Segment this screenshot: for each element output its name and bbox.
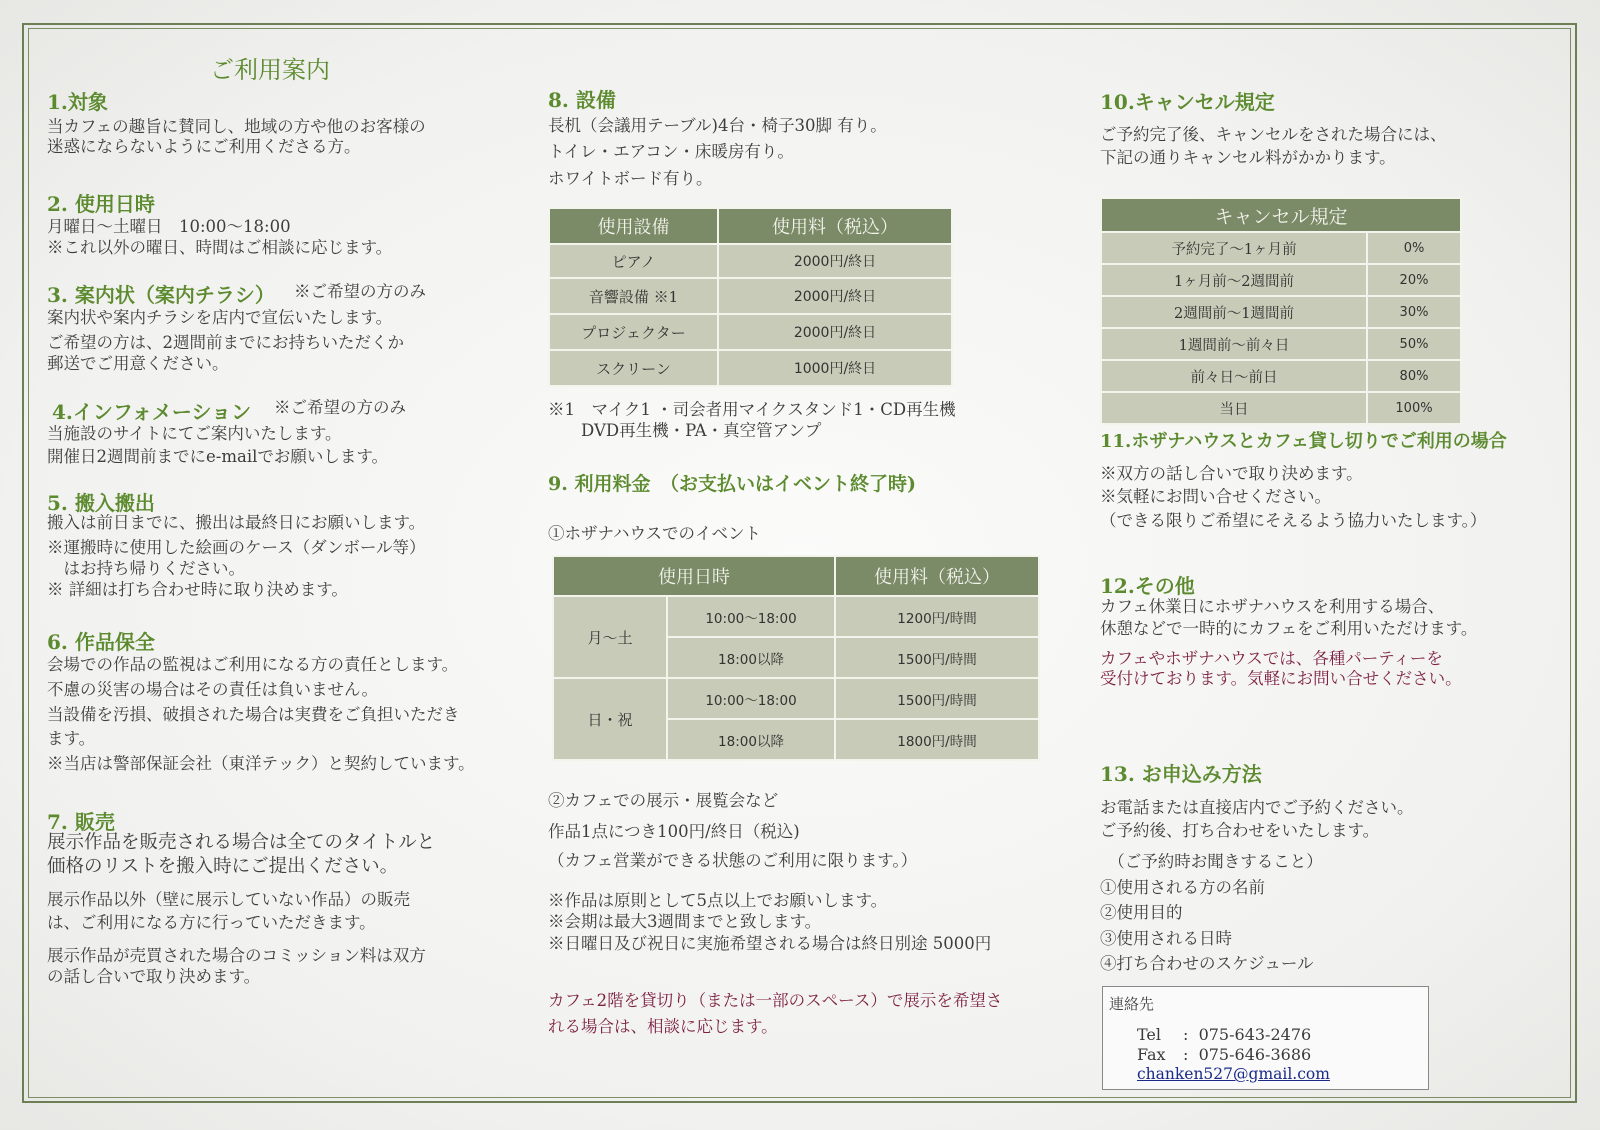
table-cell: ピアノ (549, 244, 718, 278)
section-12-line: カフェ休業日にホザナハウスを利用する場合、 (1100, 597, 1445, 616)
section-5-line: 搬入は前日までに、搬出は最終日にお願いします。 (47, 513, 426, 532)
fee-table (552, 555, 1040, 761)
section-7-heading: 7. 販売 (47, 810, 115, 834)
table-header: 使用設備 (549, 208, 718, 244)
section-1-line: 迷惑にならないようにご利用くださる方。 (47, 137, 361, 156)
table-cell: 1000円/終日 (718, 350, 952, 386)
section-7-line: 価格のリストを搬入時にご提出ください。 (47, 856, 399, 877)
section-5-heading: 5. 搬入搬出 (47, 491, 155, 515)
tel-label: Tel (1137, 1025, 1162, 1044)
table-row (553, 678, 1039, 719)
note-line: ※会期は最大3週間までと致します。 (548, 912, 822, 931)
section-6-line: ます。 (47, 729, 96, 748)
section-8-line: 長机（会議用テーブル)4台・椅子30脚 有り。 (548, 116, 887, 135)
table-cell: 1ヶ月前〜2週間前 (1101, 264, 1367, 296)
day-group-label: 月〜土 (553, 596, 667, 678)
contact-label: 連絡先 (1109, 995, 1155, 1013)
cancel-table (1100, 197, 1462, 425)
section-4-line: 当施設のサイトにてご案内いたします。 (47, 424, 342, 443)
section-2-heading: 2. 使用日時 (47, 192, 155, 216)
section-11-line: ※双方の話し合いで取り決めます。 (1100, 464, 1363, 483)
section-12-heading: 12.その他 (1100, 574, 1195, 598)
table-row (1101, 360, 1461, 392)
table-header-row (549, 208, 952, 244)
fax-line (1137, 1045, 1311, 1064)
table-cell: 1200円/時間 (835, 596, 1039, 637)
maroon-note-line: れる場合は、相談に応じます。 (548, 1017, 778, 1036)
table-header-row (1101, 198, 1461, 232)
table-cell: 20% (1367, 264, 1461, 296)
section-13-line: （ご予約時お聞きすること） (1100, 852, 1323, 871)
section-5-line: ※ 詳細は打ち合わせ時に取り決めます。 (47, 580, 348, 599)
table-cell: プロジェクター (549, 314, 718, 350)
section-7-line: の話し合いで取り決めます。 (47, 967, 261, 986)
table-header: 使用料（税込） (835, 556, 1039, 596)
table-cell: 1800円/時間 (835, 719, 1039, 760)
table-row (1101, 296, 1461, 328)
table-cell: 1500円/時間 (835, 678, 1039, 719)
section-3-heading: 3. 案内状（案内チラシ） (47, 283, 275, 307)
table-cell: 80% (1367, 360, 1461, 392)
table-header: 使用料（税込） (718, 208, 952, 244)
section-6-line: 不慮の災害の場合はその責任は負いません。 (47, 680, 378, 699)
section-13-line: ④打ち合わせのスケジュール (1100, 954, 1314, 973)
table-row (549, 278, 952, 314)
footnote-line: ※1 マイク1 ・司会者用マイクスタンド1・CD再生機 (548, 400, 956, 419)
maroon-note-line: 受付けております。気軽にお問い合せください。 (1100, 669, 1462, 688)
fax-label: Fax (1137, 1045, 1166, 1064)
section-9-sub2-line: （カフェ営業ができる状態のご利用に限ります。） (548, 851, 918, 870)
section-3-line: 案内状や案内チラシを店内で宣伝いたします。 (47, 308, 393, 327)
section-3-note: ※ご希望の方のみ (294, 282, 426, 301)
table-cell: 0% (1367, 232, 1461, 264)
footnote-line: DVD再生機・PA・真空管アンプ (548, 421, 822, 440)
section-13-line: お電話または直接店内でご予約ください。 (1100, 798, 1414, 817)
table-row (1101, 328, 1461, 360)
section-3-line: 郵送でご用意ください。 (47, 354, 229, 373)
table-row (549, 350, 952, 386)
colon: : (1183, 1025, 1199, 1044)
table-cell: スクリーン (549, 350, 718, 386)
table-cell: 18:00以降 (667, 719, 835, 760)
table-cell: 前々日〜前日 (1101, 360, 1367, 392)
section-13-heading: 13. お申込み方法 (1100, 762, 1262, 786)
section-10-line: 下記の通りキャンセル料がかかります。 (1100, 148, 1396, 167)
section-1-line: 当カフェの趣旨に賛同し、地域の方や他のお客様の (47, 117, 426, 136)
section-9-sub2: ②カフェでの展示・展覧会など (548, 791, 779, 810)
section-7-line: 展示作品を販売される場合は全てのタイトルと (47, 832, 436, 853)
note-line: ※日曜日及び祝日に実施希望される場合は終日別途 5000円 (548, 934, 992, 953)
table-cell: 2000円/終日 (718, 314, 952, 350)
section-7-line: は、ご利用になる方に行っていただきます。 (47, 913, 376, 932)
section-7-line: 展示作品以外（壁に展示していない作品）の販売 (47, 890, 410, 909)
section-4-line: 開催日2週間前までにe-mailでお願いします。 (47, 447, 389, 466)
section-11-line: ※気軽にお問い合せください。 (1100, 487, 1331, 506)
section-10-heading: 10.キャンセル規定 (1100, 90, 1275, 114)
table-cell: 18:00以降 (667, 637, 835, 678)
table-cell: 1500円/時間 (835, 637, 1039, 678)
table-row (549, 244, 952, 278)
table-header-row (553, 556, 1039, 596)
maroon-note-line: カフェ2階を貸切り（または一部のスペース）で展示を希望さ (548, 991, 1003, 1010)
table-header: キャンセル規定 (1101, 198, 1461, 232)
tel-line (1137, 1025, 1311, 1044)
table-cell: 30% (1367, 296, 1461, 328)
table-cell: 10:00〜18:00 (667, 678, 835, 719)
table-cell: 100% (1367, 392, 1461, 424)
table-cell: 当日 (1101, 392, 1367, 424)
table-cell: 音響設備 ※1 (549, 278, 718, 314)
section-6-line: 会場での作品の監視はご利用になる方の責任とします。 (47, 655, 459, 674)
section-8-line: ホワイトボード有り。 (548, 169, 713, 188)
email-link[interactable]: chanken527@gmail.com (1137, 1065, 1330, 1083)
day-group-label: 日・祝 (553, 678, 667, 760)
section-13-line: ③使用される日時 (1100, 929, 1232, 948)
table-cell: 予約完了〜1ヶ月前 (1101, 232, 1367, 264)
table-cell: 2000円/終日 (718, 278, 952, 314)
section-5-line: ※運搬時に使用した絵画のケース（ダンボール等） (47, 538, 426, 557)
section-4-heading: 4.インフォメーション (52, 400, 252, 424)
contact-box (1102, 986, 1429, 1090)
section-3-line: ご希望の方は、2週間前までにお持ちいただくか (47, 333, 404, 352)
section-13-line: ②使用目的 (1100, 903, 1183, 922)
section-4-note: ※ご希望の方のみ (274, 398, 406, 417)
fax-number: 075-646-3686 (1198, 1045, 1312, 1064)
table-row (549, 314, 952, 350)
section-2-line: ※これ以外の曜日、時間はご相談に応じます。 (47, 238, 393, 257)
section-11-heading: 11.ホザナハウスとカフェ貸し切りでご利用の場合 (1100, 431, 1507, 452)
tel-number: 075-643-2476 (1198, 1025, 1312, 1044)
section-9-heading: 9. 利用料金 （お支払いはイベント終了時) (548, 473, 916, 495)
page-title: ご利用案内 (210, 56, 330, 84)
table-cell: 2000円/終日 (718, 244, 952, 278)
table-row (1101, 392, 1461, 424)
section-10-line: ご予約完了後、キャンセルをされた場合には、 (1100, 125, 1447, 144)
table-cell: 50% (1367, 328, 1461, 360)
section-6-heading: 6. 作品保全 (47, 630, 155, 654)
table-row (1101, 264, 1461, 296)
table-row (1101, 232, 1461, 264)
section-13-line: ①使用される方の名前 (1100, 878, 1265, 897)
table-header: 使用日時 (553, 556, 835, 596)
note-line: ※作品は原則として5点以上でお願いします。 (548, 891, 888, 910)
table-row (553, 596, 1039, 637)
section-7-line: 展示作品が売買された場合のコミッション料は双方 (47, 946, 426, 965)
section-8-line: トイレ・エアコン・床暖房有り。 (548, 142, 794, 161)
section-9-sub2-line: 作品1点につき100円/終日（税込) (548, 822, 800, 841)
colon: : (1183, 1045, 1199, 1064)
equipment-table (548, 207, 953, 387)
table-cell: 2週間前〜1週間前 (1101, 296, 1367, 328)
section-6-line: 当設備を汚損、破損された場合は実費をご負担いただき (47, 705, 460, 724)
maroon-note-line: カフェやホザナハウスでは、各種パーティーを (1100, 649, 1443, 668)
section-9-sub1: ①ホザナハウスでのイベント (548, 524, 762, 543)
table-cell: 1週間前〜前々日 (1101, 328, 1367, 360)
section-13-line: ご予約後、打ち合わせをいたします。 (1100, 821, 1380, 840)
section-5-line: はお持ち帰りください。 (47, 559, 245, 578)
section-1-heading: 1.対象 (47, 90, 108, 114)
section-12-line: 休憩などで一時的にカフェをご利用いただけます。 (1100, 619, 1478, 638)
table-cell: 10:00〜18:00 (667, 596, 835, 637)
section-2-line: 月曜日〜土曜日 10:00〜18:00 (47, 217, 291, 236)
section-6-line: ※当店は警部保証会社（東洋テック）と契約しています。 (47, 754, 475, 773)
section-11-line: （できる限りご希望にそえるよう協力いたします。） (1100, 511, 1487, 530)
section-8-heading: 8. 設備 (548, 88, 616, 112)
